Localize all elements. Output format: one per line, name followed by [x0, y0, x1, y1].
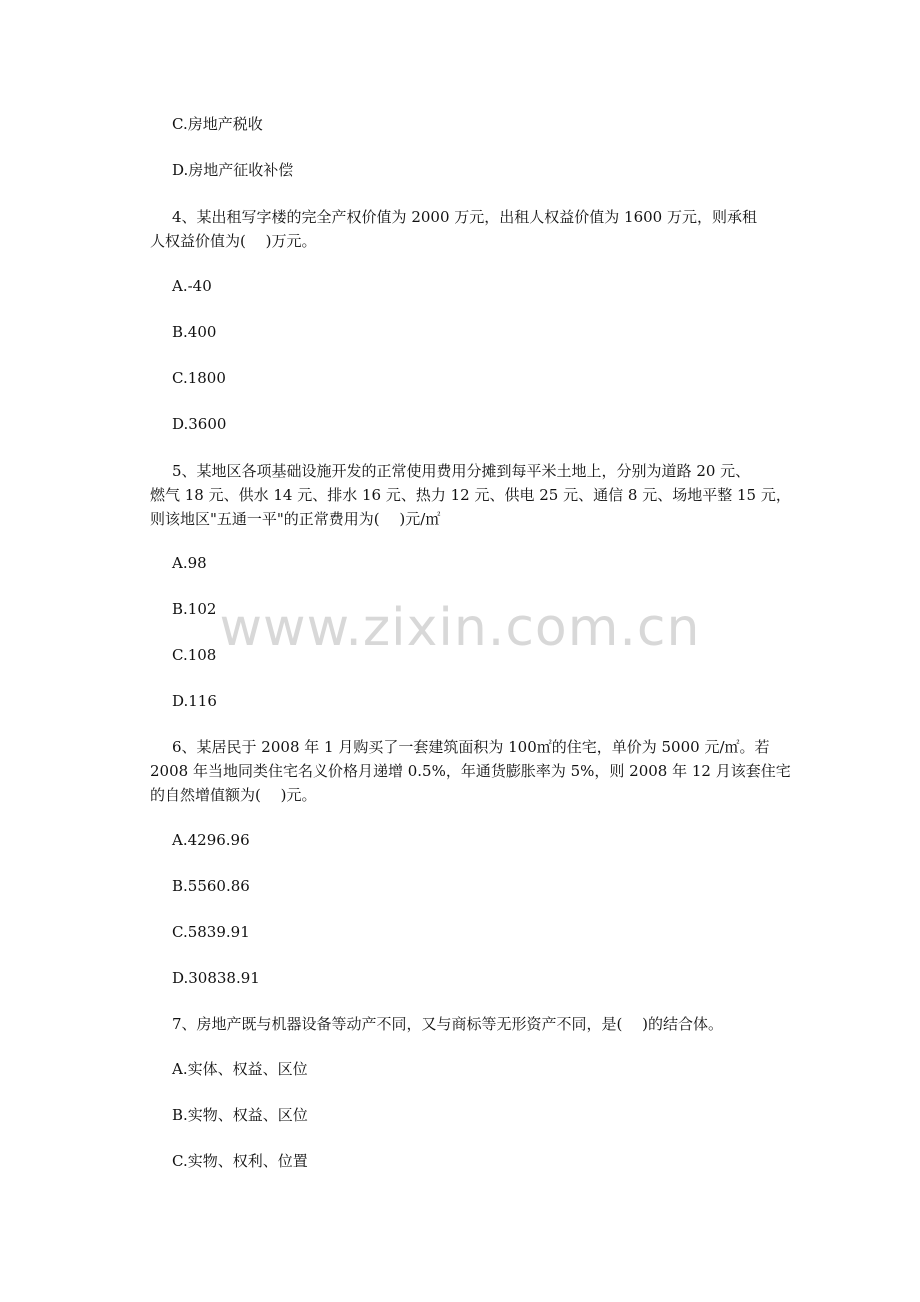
q6-stem-line3: 的自然增值额为( )元。 — [150, 786, 317, 804]
watermark: www.zixin.com.cn — [219, 598, 701, 658]
q5-stem-line3: 则该地区"五通一平"的正常费用为( )元/㎡ — [150, 510, 441, 528]
q6-option-a: A.4296.96 — [172, 831, 250, 849]
q6-stem-line2: 2008 年当地同类住宅名义价格月递增 0.5%，年通货膨胀率为 5%，则 2008 年 12 月该套住宅 — [150, 762, 791, 780]
q6-option-c: C.5839.91 — [172, 923, 250, 941]
q4-stem-line1: 4、某出租写字楼的完全产权价值为 2000 万元，出租人权益价值为 1600 万元，则承租 — [172, 208, 757, 226]
q7-stem-line1: 7、房地产既与机器设备等动产不同，又与商标等无形资产不同，是( )的结合体。 — [172, 1015, 724, 1033]
q7-option-a: A.实体、权益、区位 — [172, 1060, 308, 1078]
q4-stem-line2: 人权益价值为( )万元。 — [150, 232, 317, 250]
q6-option-b: B.5560.86 — [172, 877, 250, 895]
q5-option-a: A.98 — [172, 554, 207, 572]
q6-stem-line1: 6、某居民于 2008 年 1 月购买了一套建筑面积为 100㎡的住宅，单价为 5000 元/㎡。若 — [172, 738, 770, 756]
q4-option-b: B.400 — [172, 323, 217, 341]
q4-option-d: D.3600 — [172, 415, 227, 433]
q7-option-b: B.实物、权益、区位 — [172, 1106, 308, 1124]
q7-option-c: C.实物、权利、位置 — [172, 1152, 308, 1170]
q4-option-c: C.1800 — [172, 369, 226, 387]
q5-stem-line2: 燃气 18 元、供水 14 元、排水 16 元、热力 12 元、供电 25 元、通信 8 元、场地平整 15 元， — [150, 486, 791, 504]
q5-option-d: D.116 — [172, 692, 217, 710]
q5-option-c: C.108 — [172, 646, 217, 664]
q3-option-d: D.房地产征收补偿 — [172, 161, 294, 179]
q5-stem-line1: 5、某地区各项基础设施开发的正常使用费用分摊到每平米土地上，分别为道路 20 元、 — [172, 462, 751, 480]
q5-option-b: B.102 — [172, 600, 217, 618]
q3-option-c: C.房地产税收 — [172, 115, 263, 133]
q6-option-d: D.30838.91 — [172, 969, 260, 987]
q4-option-a: A.-40 — [172, 277, 212, 295]
